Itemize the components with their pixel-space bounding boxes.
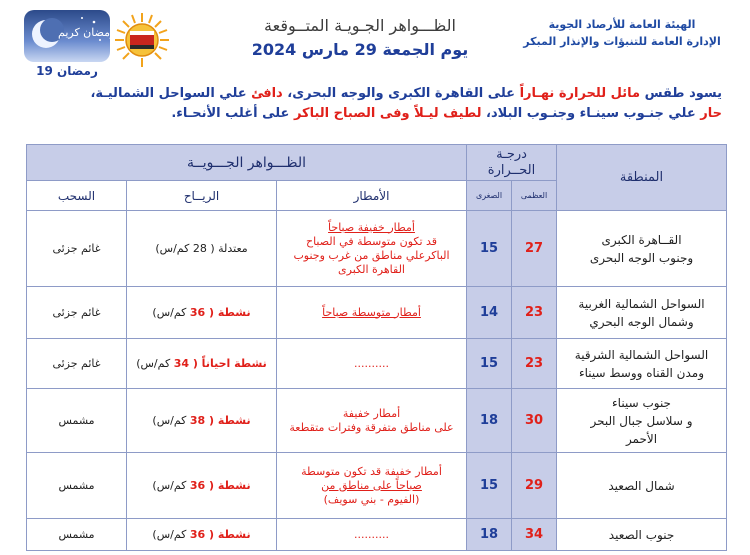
table-row	[27, 211, 727, 287]
rain-cell	[277, 339, 467, 389]
rain-text: أمطار خفيفة قد تكون متوسطة	[301, 464, 442, 478]
summary-part: يسود طقس	[644, 86, 722, 101]
ema-logo	[114, 12, 170, 68]
table-row	[27, 287, 727, 339]
region-cell	[557, 287, 727, 339]
wind-speed: كم/س)	[152, 414, 187, 427]
wind-cell	[127, 287, 277, 339]
header-region: المنطقة	[557, 145, 727, 211]
region-name: جنوب الصعيد	[608, 527, 675, 542]
max-temp: 29	[512, 453, 557, 519]
wind-speed: كم/س)	[152, 528, 187, 541]
ramadan-date: 19 رمضان	[36, 64, 98, 78]
region-name: جنوب سيناء	[612, 395, 671, 410]
header-min: الصغرى	[467, 181, 512, 211]
rain-text: أمطار خفيفة صباحاً	[328, 220, 415, 234]
rain-cell	[277, 211, 467, 287]
min-temp: 18	[467, 519, 512, 551]
clouds-cell: مشمس	[27, 519, 127, 551]
rain-text: أمطار خفيفة	[342, 406, 401, 420]
region-name: وشمال الوجه البحري	[589, 314, 694, 329]
summary-part: لطيف ليـلاً وفى الصباح الباكر	[293, 106, 482, 121]
org-department: الإدارة العامة للتنبؤات والإنذار المبكر	[523, 35, 721, 48]
min-temp: 15	[467, 211, 512, 287]
forecast-table	[26, 144, 727, 551]
min-temp: 15	[467, 453, 512, 519]
table-row	[27, 389, 727, 453]
rain-text: الباكرعلي مناطق من غرب وجنوب	[293, 248, 450, 262]
region-cell	[557, 519, 727, 551]
header-rain: الأمطار	[277, 181, 467, 211]
region-name: الأحمر	[625, 431, 658, 446]
table-row	[27, 519, 727, 551]
summary-part: علي السواحل الشماليـة،	[90, 86, 247, 101]
rain-text: قد تكون متوسطة في الصباح	[305, 234, 438, 248]
summary-part: على أغلب الأنحـاء.	[171, 106, 290, 121]
page-title: الظـــواهر الجـويـة المتــوقعة	[264, 16, 456, 35]
region-name: و سلاسل جبال البحر	[590, 413, 693, 428]
rain-text: على مناطق متفرقة وفترات متقطعة	[289, 420, 454, 434]
summary-part: على القاهرة الكبرى والوجه البحرى،	[287, 86, 516, 101]
region-cell	[557, 389, 727, 453]
table-header-row	[27, 145, 727, 181]
region-name: ومدن القناه ووسط سيناء	[578, 365, 705, 380]
header-temp-line1: درجـة	[496, 146, 527, 162]
rain-cell	[277, 389, 467, 453]
rain-text: القاهرة الكبرى	[338, 262, 405, 276]
wind-speed: ( 28 كم/س)	[155, 242, 215, 255]
wind-strength: نشطة احياناً ( 34	[173, 357, 267, 370]
clouds-cell: غائم جزئى	[27, 287, 127, 339]
sun-logo-icon	[114, 12, 170, 68]
header-wind: الريــاح	[127, 181, 277, 211]
organization	[522, 16, 722, 50]
region-cell	[557, 211, 727, 287]
region-name: شمال الصعيد	[608, 478, 675, 493]
wind-speed: كم/س)	[152, 479, 187, 492]
rain-cell	[277, 287, 467, 339]
wind-cell	[127, 211, 277, 287]
wind-strength: نشطة ( 36	[189, 528, 251, 541]
forecast-date: يوم الجمعة 29 مارس 2024	[251, 40, 469, 59]
wind-cell	[127, 389, 277, 453]
ramadan-badge-text: رمضان كريم	[58, 26, 116, 39]
wind-speed: كم/س)	[136, 357, 171, 370]
wind-cell	[127, 453, 277, 519]
rain-text: (الفيوم - بني سويف)	[323, 492, 420, 506]
rain-text: ..........	[354, 527, 389, 541]
min-temp: 18	[467, 389, 512, 453]
max-temp: 27	[512, 211, 557, 287]
summary-part: مائل للحرارة نهـاراً	[519, 86, 641, 101]
max-temp: 23	[512, 339, 557, 389]
region-name: وجنوب الوجه البحرى	[589, 250, 694, 265]
clouds-cell: غائم جزئى	[27, 211, 127, 287]
wind-cell	[127, 339, 277, 389]
org-name: الهيئة العامة للأرصاد الجوية	[548, 18, 696, 31]
header-temperature	[467, 145, 557, 181]
region-cell	[557, 453, 727, 519]
header-phenomena: الظـــواهر الجـــويــة	[27, 145, 467, 181]
wind-strength: نشطة ( 38	[189, 414, 251, 427]
summary-part: علي جنـوب سينـاء وجنـوب البلاد،	[486, 106, 696, 121]
ramadan-badge	[24, 10, 116, 62]
header-temp-line2: الحــرارة	[487, 162, 536, 178]
rain-cell	[277, 453, 467, 519]
summary-part: حار	[700, 106, 722, 121]
max-temp: 34	[512, 519, 557, 551]
rain-text: أمطار متوسطة صباحاً	[322, 305, 421, 319]
forecast-summary	[32, 84, 722, 124]
region-name: القــاهرة الكبرى	[601, 232, 682, 247]
region-name: السواحل الشمالية الغربية	[578, 296, 705, 311]
wind-speed: كم/س)	[152, 306, 187, 319]
max-temp: 30	[512, 389, 557, 453]
clouds-cell: مشمس	[27, 389, 127, 453]
wind-cell	[127, 519, 277, 551]
region-name: السواحل الشمالية الشرقية	[574, 347, 709, 362]
region-cell	[557, 339, 727, 389]
rain-text: صباحاً على مناطق من	[321, 478, 422, 492]
clouds-cell: غائم جزئى	[27, 339, 127, 389]
min-temp: 14	[467, 287, 512, 339]
clouds-cell: مشمس	[27, 453, 127, 519]
wind-strength: معتدلة	[218, 242, 248, 255]
wind-strength: نشطة ( 36	[189, 479, 251, 492]
min-temp: 15	[467, 339, 512, 389]
table-row	[27, 453, 727, 519]
max-temp: 23	[512, 287, 557, 339]
summary-part: دافئ	[251, 86, 283, 101]
rain-text: ..........	[354, 356, 389, 370]
table-row	[27, 339, 727, 389]
wind-strength: نشطة ( 36	[189, 306, 251, 319]
header-clouds: السحب	[27, 181, 127, 211]
rain-cell	[277, 519, 467, 551]
header-max: العظمى	[512, 181, 557, 211]
